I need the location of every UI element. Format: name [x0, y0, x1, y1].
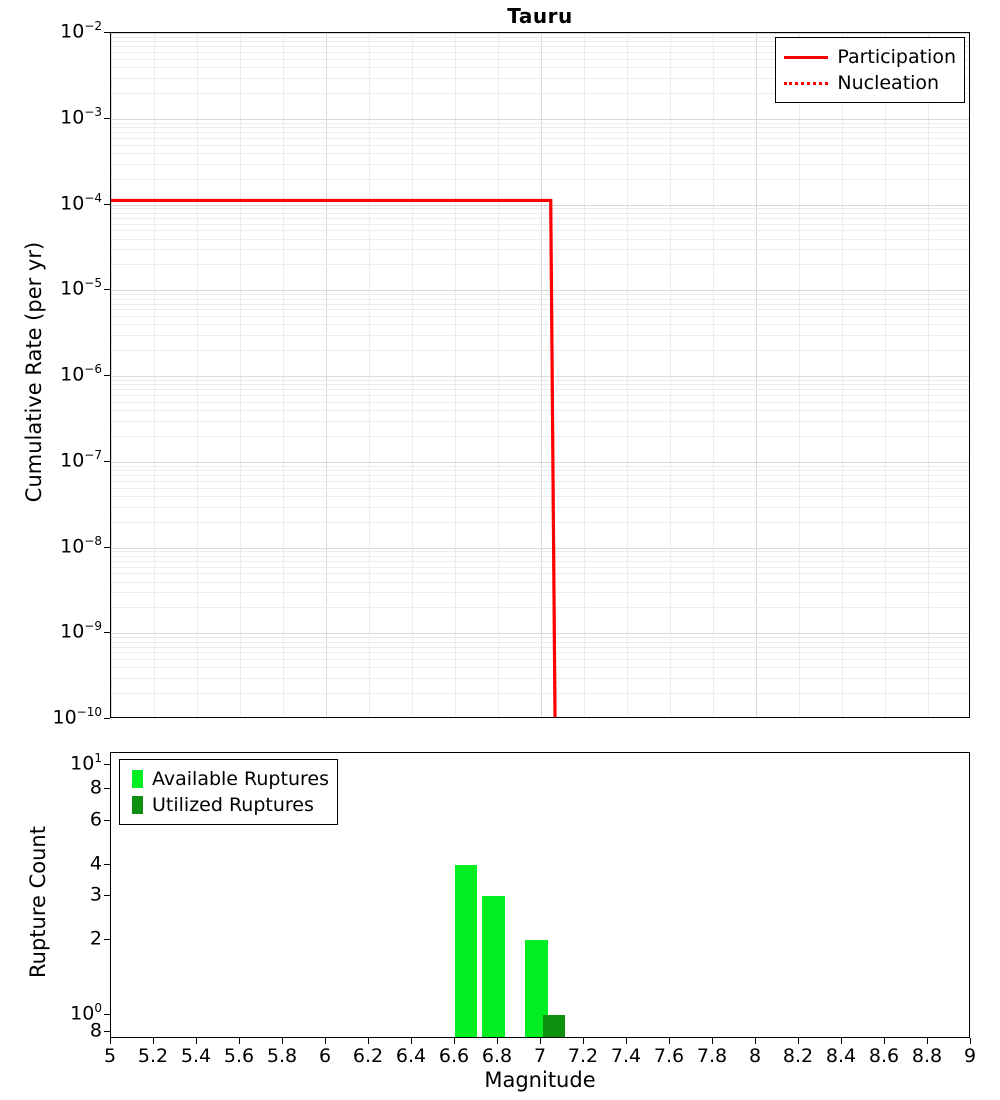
- bar-available-ruptures: [482, 896, 505, 1037]
- x-tick-label: 7: [533, 1045, 547, 1067]
- x-tick-label: 9: [963, 1045, 977, 1067]
- x-tick-label: 5.4: [180, 1045, 212, 1067]
- legend-label-participation: Participation: [837, 46, 956, 68]
- y-tick-label-top: $10^{-9}$: [60, 619, 102, 643]
- x-tick-label: 8.4: [825, 1045, 857, 1067]
- dotted-line-icon: [784, 82, 828, 85]
- cumulative-rate-legend: [775, 37, 965, 103]
- cumulative-rate-curves: [111, 33, 969, 717]
- x-tick-label: 7.8: [696, 1045, 728, 1067]
- x-tick-mark: [669, 1038, 670, 1044]
- y-tick-mark-top: [104, 632, 110, 633]
- y-tick-label-bottom: 2: [89, 927, 102, 950]
- x-tick-mark: [626, 1038, 627, 1044]
- y-tick-label-bottom: 6: [89, 808, 102, 831]
- y-tick-label-top: $10^{-10}$: [52, 705, 102, 729]
- y-tick-mark-top: [104, 718, 110, 719]
- x-tick-label: 7.6: [653, 1045, 685, 1067]
- x-tick-label: 7.2: [567, 1045, 599, 1067]
- y-tick-label-bottom: 8: [89, 776, 102, 799]
- legend-item-available-ruptures: [128, 766, 329, 792]
- curve-nucleation: [111, 200, 555, 717]
- y-tick-mark-bottom: [104, 895, 110, 896]
- x-tick-mark: [497, 1038, 498, 1044]
- y-tick-label-top: $10^{-6}$: [60, 362, 102, 386]
- x-tick-mark: [110, 1038, 111, 1044]
- y-tick-label-bottom: 8: [89, 1019, 102, 1042]
- legend-label-nucleation: Nucleation: [837, 72, 940, 94]
- x-tick-mark: [970, 1038, 971, 1044]
- y-tick-mark-bottom: [104, 1014, 110, 1015]
- y-tick-label-top: $10^{-5}$: [60, 276, 102, 300]
- legend-label-utilized: Utilized Ruptures: [152, 794, 314, 816]
- y-tick-label-top: $10^{-4}$: [60, 190, 102, 214]
- y-tick-mark-bottom: [104, 939, 110, 940]
- y-tick-label-top: $10^{-8}$: [60, 533, 102, 557]
- x-tick-label: 5: [103, 1045, 117, 1067]
- green-swatch-icon: [132, 770, 143, 788]
- x-tick-label: 6.8: [481, 1045, 513, 1067]
- y-tick-mark-top: [104, 375, 110, 376]
- y-axis-title-bottom: Rupture Count: [26, 826, 50, 978]
- x-tick-mark: [712, 1038, 713, 1044]
- legend-item-nucleation: [784, 70, 956, 96]
- y-tick-mark-top: [104, 32, 110, 33]
- x-tick-label: 6.4: [395, 1045, 427, 1067]
- x-tick-mark: [841, 1038, 842, 1044]
- y-tick-mark-top: [104, 461, 110, 462]
- legend-item-participation: [784, 44, 956, 70]
- chart-title: Tauru: [507, 4, 573, 28]
- cumulative-rate-axes: [110, 32, 970, 718]
- y-tick-label-top: $10^{-7}$: [60, 447, 102, 472]
- cumulative-rate-plot-area: [111, 33, 969, 717]
- y-tick-label-bottom: 3: [89, 883, 102, 906]
- dark-green-swatch-icon: [132, 796, 143, 814]
- curve-participation: [111, 200, 555, 717]
- x-tick-label: 5.8: [266, 1045, 298, 1067]
- x-tick-mark: [454, 1038, 455, 1044]
- y-tick-mark-top: [104, 118, 110, 119]
- y-tick-label-bottom: $10^0$: [70, 1000, 102, 1025]
- x-tick-label: 6: [318, 1045, 332, 1067]
- y-tick-mark-bottom: [104, 764, 110, 765]
- y-tick-mark-bottom: [104, 820, 110, 821]
- x-tick-mark: [540, 1038, 541, 1044]
- y-tick-label-bottom: 4: [89, 852, 102, 875]
- y-tick-mark-top: [104, 547, 110, 548]
- solid-line-icon: [784, 56, 828, 59]
- x-tick-mark: [153, 1038, 154, 1044]
- legend-item-utilized-ruptures: [128, 792, 329, 818]
- x-tick-mark: [798, 1038, 799, 1044]
- x-tick-label: 8.2: [782, 1045, 814, 1067]
- x-tick-label: 7.4: [610, 1045, 642, 1067]
- bar-utilized-ruptures: [543, 1015, 566, 1037]
- y-tick-label-top: $10^{-2}$: [60, 19, 102, 43]
- x-tick-mark: [583, 1038, 584, 1044]
- x-tick-mark: [282, 1038, 283, 1044]
- x-tick-mark: [196, 1038, 197, 1044]
- x-tick-mark: [884, 1038, 885, 1044]
- rupture-count-legend: [119, 759, 338, 825]
- y-tick-mark-bottom: [104, 788, 110, 789]
- y-tick-mark-top: [104, 289, 110, 290]
- bar-available-ruptures: [455, 865, 478, 1037]
- x-tick-mark: [927, 1038, 928, 1044]
- x-tick-label: 5.6: [223, 1045, 255, 1067]
- y-axis-title-top: Cumulative Rate (per yr): [22, 241, 46, 503]
- x-tick-mark: [325, 1038, 326, 1044]
- y-tick-label-bottom: $10^1$: [70, 751, 102, 775]
- y-tick-label-top: $10^{-3}$: [60, 104, 102, 129]
- x-tick-mark: [411, 1038, 412, 1044]
- x-tick-label: 5.2: [137, 1045, 169, 1067]
- y-tick-mark-bottom: [104, 1031, 110, 1032]
- x-tick-mark: [755, 1038, 756, 1044]
- x-axis-title: Magnitude: [484, 1068, 596, 1092]
- x-tick-mark: [239, 1038, 240, 1044]
- legend-label-available: Available Ruptures: [152, 768, 329, 790]
- x-tick-label: 8.8: [911, 1045, 943, 1067]
- x-tick-label: 6.6: [438, 1045, 470, 1067]
- x-tick-label: 6.2: [352, 1045, 384, 1067]
- x-tick-label: 8: [748, 1045, 762, 1067]
- y-tick-mark-bottom: [104, 864, 110, 865]
- rupture-count-axes: [110, 752, 970, 1038]
- x-tick-label: 8.6: [868, 1045, 900, 1067]
- y-tick-mark-top: [104, 204, 110, 205]
- x-tick-mark: [368, 1038, 369, 1044]
